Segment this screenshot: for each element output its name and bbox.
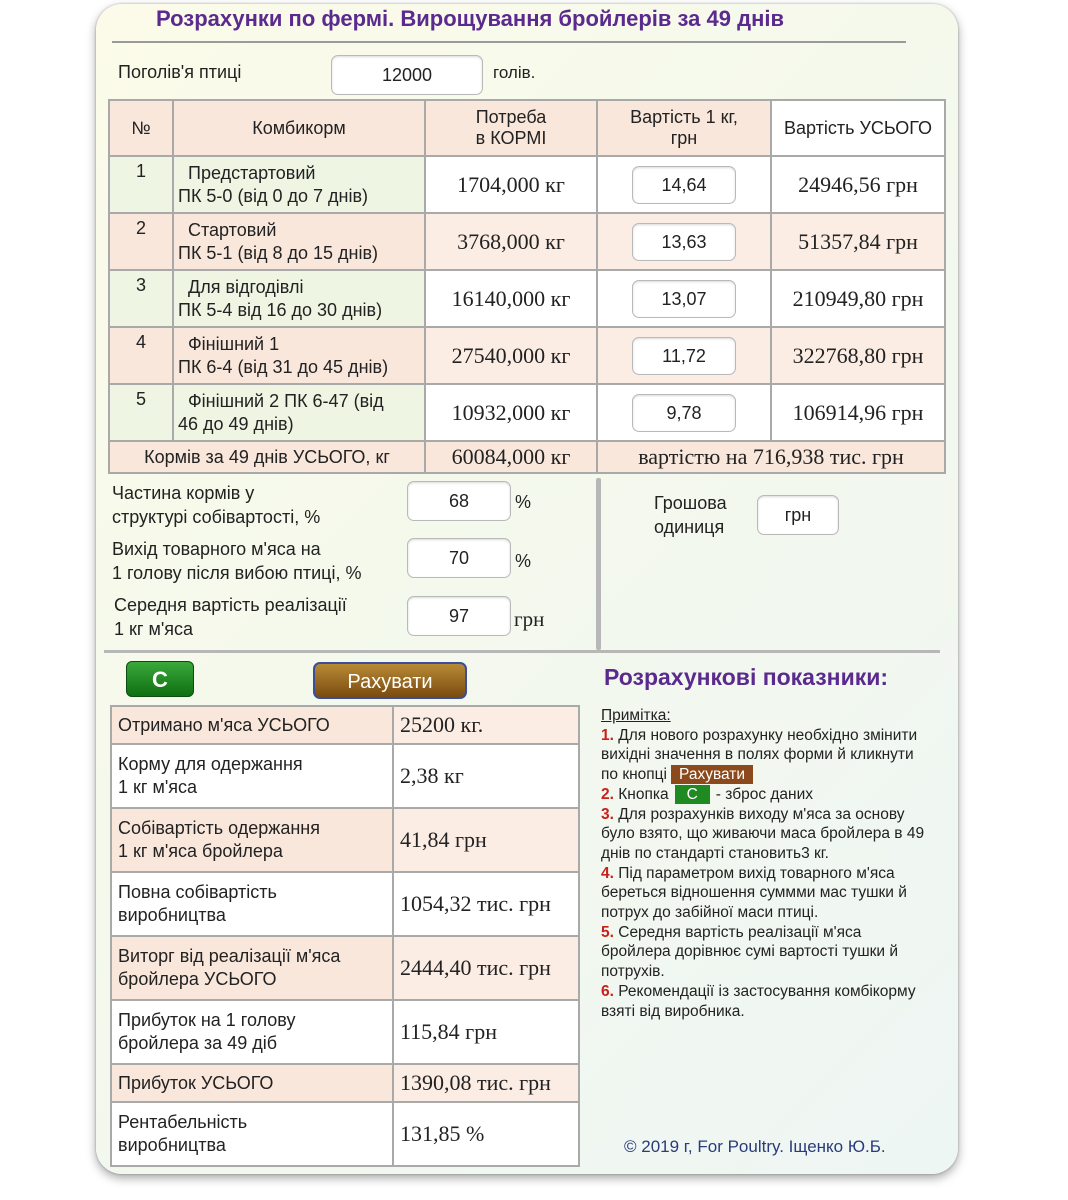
feed-share-label: Частина кормів у структурі собівартості, % (112, 483, 321, 527)
price-cell (597, 156, 771, 213)
currency-input[interactable] (757, 495, 839, 535)
feed-need: 3768,000 кг (425, 213, 597, 270)
note-6: 6. Рекомендації із застосування комбікорму взяті від виробника. (601, 982, 916, 1020)
col-header-total: Вартість УСЬОГО (771, 100, 945, 156)
feed-name: Фінішний 1 ПК 6-4 (від 31 до 45 днів) (173, 327, 425, 384)
row-num: 5 (109, 384, 173, 441)
note-3: 3. Для розрахунків виходу м'яса за основу було взято, що живаючи маса бройлера в 49 днів по стандарті становить3 кг. (601, 805, 925, 862)
table-row (109, 327, 945, 384)
result-value: 1390,08 тис. грн (393, 1064, 579, 1102)
price-input[interactable] (632, 223, 736, 261)
col-header-need: Потреба в КОРМІ (425, 100, 597, 156)
calculate-button[interactable]: Рахувати (313, 662, 467, 699)
table-row (109, 384, 945, 441)
price-input[interactable] (632, 394, 736, 432)
title-divider (112, 41, 906, 43)
feed-table (108, 99, 946, 474)
result-row (111, 872, 579, 936)
notes-block (601, 706, 931, 1021)
result-label: Отримано м'яса УСЬОГО (111, 706, 393, 744)
page-title: Розрахунки по фермі. Вирощування бройлерів за 49 днів (156, 6, 784, 31)
feed-need: 1704,000 кг (425, 156, 597, 213)
head-count-unit: голів. (493, 63, 536, 82)
result-label: Корму для одержання 1 кг м'яса (111, 744, 393, 808)
results-title: Розрахункові показники: (604, 664, 889, 690)
result-row (111, 1064, 579, 1102)
feed-name: Предстартовий ПК 5-0 (від 0 до 7 днів) (173, 156, 425, 213)
col-header-num: № (109, 100, 173, 156)
head-count-input[interactable] (331, 55, 483, 95)
result-value: 115,84 грн (393, 1000, 579, 1064)
col-header-price: Вартість 1 кг, грн (597, 100, 771, 156)
row-num: 2 (109, 213, 173, 270)
result-label: Собівартість одержання 1 кг м'яса бройлера (111, 808, 393, 872)
result-label: Виторг від реалізації м'яса бройлера УСЬОГО (111, 936, 393, 1000)
vertical-divider (596, 478, 601, 650)
col-header-feed: Комбикорм (173, 100, 425, 156)
table-row (109, 270, 945, 327)
copyright-footer: © 2019 г, For Poultry. Іщенко Ю.Б. (624, 1137, 886, 1156)
feed-total: 210949,80 грн (771, 270, 945, 327)
horizontal-divider (104, 650, 940, 653)
result-row (111, 808, 579, 872)
result-value: 41,84 грн (393, 808, 579, 872)
result-label: Прибуток УСЬОГО (111, 1064, 393, 1102)
result-row (111, 1000, 579, 1064)
result-value: 25200 кг. (393, 706, 579, 744)
notes-heading: Примітка: (601, 707, 671, 724)
feed-total: 51357,84 грн (771, 213, 945, 270)
price-cell (597, 270, 771, 327)
feed-total: 106914,96 грн (771, 384, 945, 441)
summary-row (109, 441, 945, 473)
result-row (111, 706, 579, 744)
price-cell (597, 384, 771, 441)
feed-name: Фінішний 2 ПК 6-47 (від 46 до 49 днів) (173, 384, 425, 441)
result-value: 2,38 кг (393, 744, 579, 808)
meat-yield-input[interactable] (407, 538, 511, 578)
reset-button[interactable]: C (126, 661, 194, 697)
feed-need: 16140,000 кг (425, 270, 597, 327)
note-5: 5. Середня вартість реалізації м'яса бройлера дорівнює сумі вартості тушки й потрухів. (601, 923, 899, 981)
head-count-label: Поголів'я птиці (118, 62, 242, 82)
avg-price-input[interactable] (407, 596, 511, 636)
feed-share-unit: % (515, 492, 532, 512)
price-input[interactable] (632, 166, 736, 204)
result-row (111, 744, 579, 808)
summary-need: 60084,000 кг (425, 441, 597, 473)
result-value: 1054,32 тис. грн (393, 872, 579, 936)
table-row (109, 213, 945, 270)
price-input[interactable] (632, 280, 736, 318)
result-label: Рентабельність виробництва (111, 1102, 393, 1166)
result-row (111, 1102, 579, 1166)
feed-total: 24946,56 грн (771, 156, 945, 213)
meat-yield-label: Вихід товарного м'яса на 1 голову після вибою птиці, % (112, 539, 362, 583)
currency-label: Грошова одиниця (654, 493, 727, 537)
price-cell (597, 327, 771, 384)
price-input[interactable] (632, 337, 736, 375)
note-2: 2. Кнопка C - зброс даних (601, 785, 814, 803)
result-value: 2444,40 тис. грн (393, 936, 579, 1000)
row-num: 1 (109, 156, 173, 213)
feed-need: 10932,000 кг (425, 384, 597, 441)
results-table (110, 705, 580, 1167)
result-row (111, 936, 579, 1000)
avg-price-label: Середня вартість реалізації 1 кг м'яса (114, 595, 347, 639)
result-value: 131,85 % (393, 1102, 579, 1166)
feed-name: Стартовий ПК 5-1 (від 8 до 15 днів) (173, 213, 425, 270)
row-num: 3 (109, 270, 173, 327)
result-label: Повна собівартість виробництва (111, 872, 393, 936)
note-calc-chip: Рахувати (671, 765, 753, 784)
summary-cost: вартістю на 716,938 тис. грн (597, 441, 945, 473)
note-1: 1. Для нового розрахунку необхідно змінити вихідні значення в полях форми й кликнути по кнопці Рахувати (601, 726, 918, 784)
meat-yield-unit: % (515, 551, 532, 571)
feed-total: 322768,80 грн (771, 327, 945, 384)
table-row (109, 156, 945, 213)
feed-name: Для відгодівлі ПК 5-4 від 16 до 30 днів) (173, 270, 425, 327)
avg-price-unit: грн (514, 607, 545, 631)
row-num: 4 (109, 327, 173, 384)
note-reset-chip: C (675, 785, 710, 804)
feed-share-input[interactable] (407, 481, 511, 521)
price-cell (597, 213, 771, 270)
summary-label: Кормів за 49 днів УСЬОГО, кг (109, 441, 425, 473)
note-4: 4. Під параметром вихід товарного м'яса береться відношення суммми мас тушки й потрух до забійної маси птиці. (601, 864, 907, 922)
feed-need: 27540,000 кг (425, 327, 597, 384)
result-label: Прибуток на 1 голову бройлера за 49 діб (111, 1000, 393, 1064)
